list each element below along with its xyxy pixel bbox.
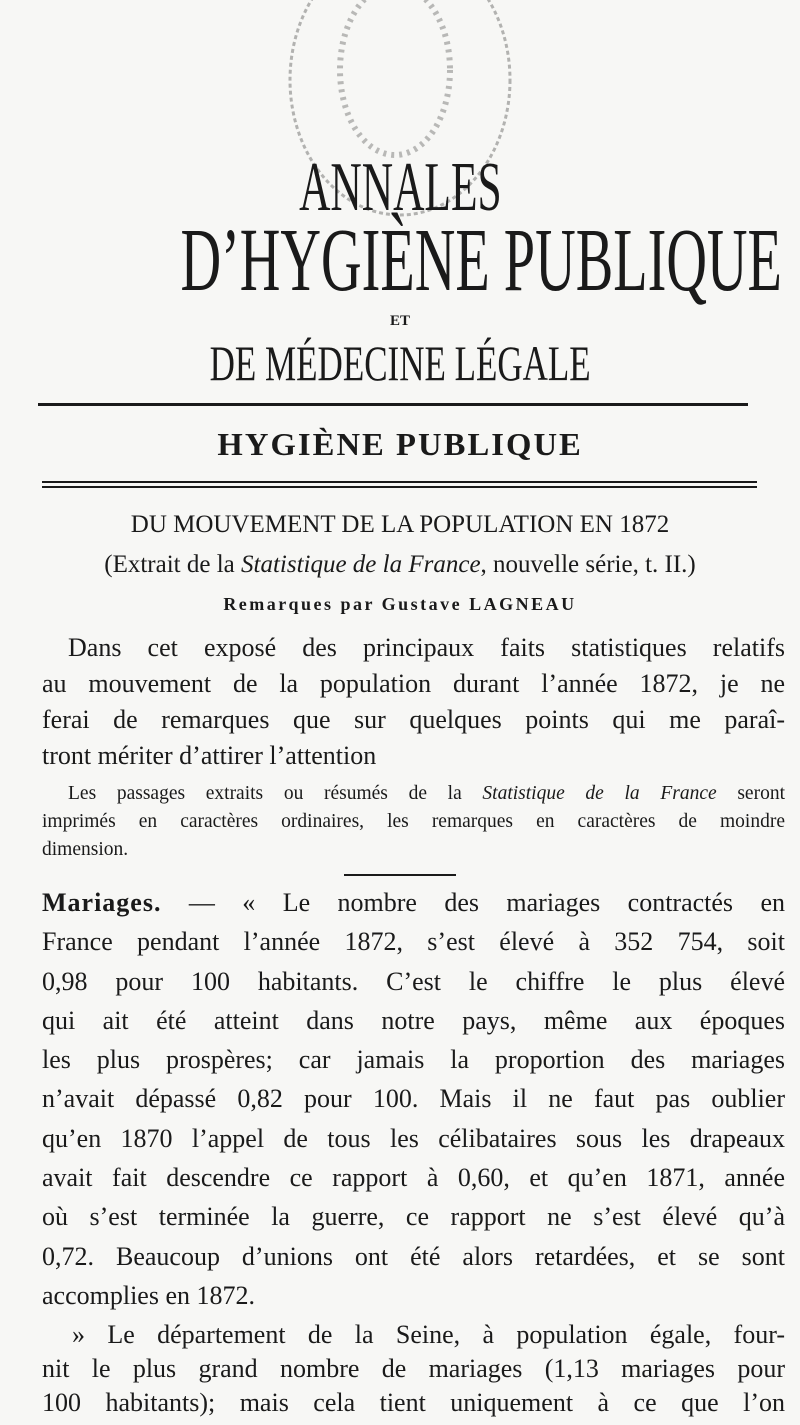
text-segment: les plus prospères; car jamais la proportion des mariages — [42, 1045, 785, 1075]
double-rule-bottom — [42, 486, 757, 488]
text-segment: 0,72. Beaucoup d’unions ont été alors retardées, et se sont — [42, 1241, 785, 1271]
article-title: DU MOUVEMENT DE LA POPULATION EN 1872 — [130, 511, 670, 538]
text-segment: Dans cet exposé des principaux faits statistiques relatifs — [68, 633, 785, 662]
text-line — [42, 808, 785, 836]
paragraph-seine — [42, 1318, 785, 1420]
text-line — [42, 1040, 785, 1079]
text-segment: avait fait descendre ce rapport à 0,60, et qu’en 1871, année — [42, 1163, 785, 1193]
journal-title-line-1-text: ANNALES — [298, 149, 502, 226]
article-byline: Remarques par Gustave LAGNEAU — [223, 594, 577, 614]
text-line — [42, 1386, 785, 1420]
text-segment: accomplies en 1872. — [42, 1280, 255, 1310]
subtitle-part: (Extrait de la — [104, 551, 241, 578]
text-segment: n’avait dépassé 0,82 pour 100. Mais il ne faut pas oublier — [42, 1084, 785, 1114]
text-line — [42, 1119, 785, 1158]
journal-title-line-3-text: DE MÉDECINE LÉGALE — [209, 335, 591, 391]
text-line — [42, 780, 785, 808]
journal-title-line-1 — [0, 149, 800, 226]
text-line — [42, 1001, 785, 1040]
article-subtitle — [0, 550, 800, 580]
text-line — [42, 1276, 785, 1315]
text-segment: où s’est terminée la guerre, ce rapport ne s’est élevé qu’à — [42, 1202, 785, 1232]
section-heading-text: HYGIÈNE PUBLIQUE — [217, 426, 583, 462]
text-segment: tront mériter d’attirer l’attention — [42, 741, 377, 770]
paragraph-note — [42, 780, 785, 864]
italic-text: Statistique de la France — [482, 783, 717, 804]
subtitle-part: , nouvelle série, t. II.) — [480, 551, 696, 578]
journal-title-line-2 — [0, 211, 800, 310]
text-segment: dimension. — [42, 839, 129, 860]
subtitle-part-italic: Statistique de la France — [241, 551, 481, 578]
paragraph-mariages — [42, 883, 785, 1315]
text-line — [42, 962, 785, 1001]
text-segment: 0,98 pour 100 habitants. C’est le chiffre le plus élevé — [42, 966, 785, 996]
text-segment: au mouvement de la population durant l’année 1872, je ne — [42, 669, 785, 698]
text-line — [42, 702, 785, 738]
text-segment: imprimés en caractères ordinaires, les remarques en caractères de moindre — [42, 811, 785, 832]
text-line — [42, 666, 785, 702]
journal-title-line-2-text: D’HYGIÈNE PUBLIQUE — [180, 211, 782, 310]
text-segment: qui ait été atteint dans notre pays, même aux époques — [42, 1005, 785, 1035]
text-segment: nit le plus grand nombre de mariages (1,13 mariages pour — [42, 1354, 785, 1383]
text-line — [42, 1318, 785, 1352]
text-line — [42, 883, 785, 922]
text-line — [42, 1158, 785, 1197]
short-divider — [344, 874, 456, 876]
text-segment: » Le département de la Seine, à population égale, four- — [72, 1320, 785, 1349]
text-line — [42, 1237, 785, 1276]
divider-rule — [38, 403, 748, 406]
text-line — [42, 1197, 785, 1236]
text-line — [42, 1079, 785, 1118]
section-heading — [0, 426, 800, 462]
text-segment: seront — [716, 783, 785, 804]
text-segment: France pendant l’année 1872, s’est élevé à 352 754, soit — [42, 927, 785, 957]
run-in-heading: Mariages. — [42, 888, 162, 917]
text-line — [42, 922, 785, 961]
journal-title-conjunction: ET — [389, 313, 410, 329]
text-line — [42, 1352, 785, 1386]
text-line — [42, 630, 785, 666]
double-rule-top — [42, 481, 757, 483]
text-segment: qu’en 1870 l’appel de tous les célibataires sous les drapeaux — [42, 1123, 785, 1153]
text-line — [42, 836, 785, 864]
text-segment: ferai de remarques que sur quelques points qui me paraî- — [42, 705, 785, 734]
text-segment: — « Le nombre des mariages contractés en — [161, 888, 785, 917]
text-line — [42, 738, 785, 774]
paragraph-intro — [42, 630, 785, 774]
text-segment: Les passages extraits ou résumés de la — [68, 783, 483, 804]
text-segment: 100 habitants); mais cela tient uniquement à ce que l’on — [42, 1388, 785, 1417]
journal-title-line-3 — [0, 337, 800, 389]
